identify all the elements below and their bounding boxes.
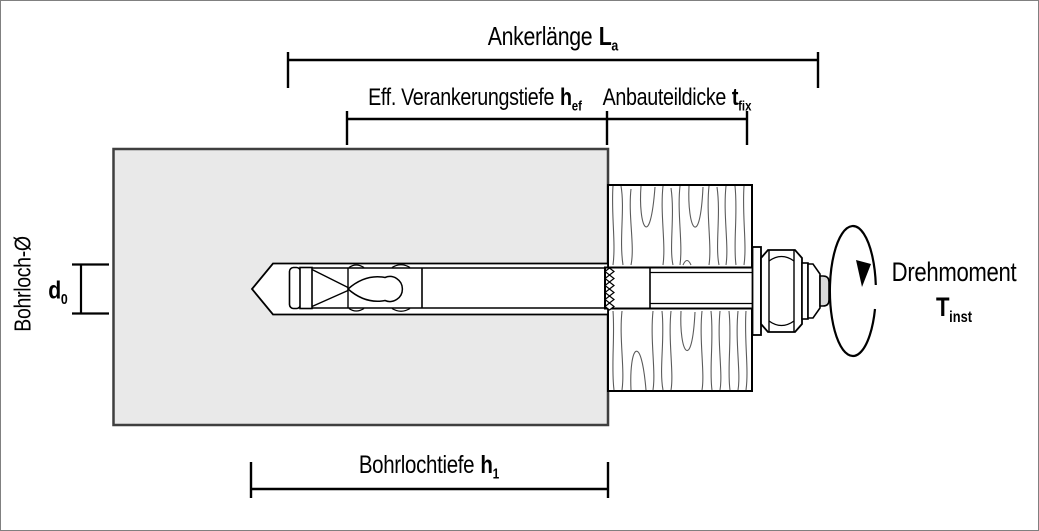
drill-diameter-symbol: d bbox=[48, 276, 61, 305]
hex-nut bbox=[761, 250, 802, 332]
drill-diameter-subscript: 0 bbox=[60, 291, 68, 308]
fixture-thickness-symbol: t bbox=[731, 84, 739, 111]
dim-line-embedment-fixture bbox=[347, 111, 747, 145]
drill-diameter-text: Bohrloch-Ø bbox=[9, 236, 36, 332]
drill-depth-subscript: 1 bbox=[492, 466, 500, 483]
drill-diameter-symbol-label bbox=[48, 276, 68, 308]
drill-depth-text: Bohrlochtiefe bbox=[358, 451, 475, 479]
effective-embedment-text: Eff. Verankerungstiefe bbox=[368, 84, 555, 111]
drill-diameter-label bbox=[10, 236, 37, 331]
torque-subscript: inst bbox=[949, 308, 973, 326]
fixture-thickness-subscript: fix bbox=[738, 97, 752, 114]
washer bbox=[753, 247, 762, 335]
effective-embedment-subscript: ef bbox=[571, 97, 582, 114]
torque-symbol: T bbox=[935, 292, 950, 322]
anchor-diagram-graphic bbox=[1, 1, 1039, 531]
torque-label bbox=[892, 255, 1017, 335]
torque-symbol-line bbox=[892, 290, 1017, 335]
fixture-thickness-label bbox=[603, 84, 752, 113]
dim-line-anchor-length bbox=[288, 52, 818, 88]
bolt-end bbox=[802, 263, 829, 319]
rotation-arrow-icon bbox=[830, 226, 876, 356]
anchor-length-subscript: a bbox=[611, 37, 619, 55]
anchor-length-symbol: L bbox=[598, 21, 612, 51]
effective-embedment-label bbox=[368, 84, 582, 113]
drill-depth-symbol: h bbox=[480, 451, 493, 479]
fixture-thickness-text: Anbauteildicke bbox=[602, 84, 726, 111]
bolt-end-cap bbox=[820, 276, 829, 306]
anchor-length-text: Ankerlänge bbox=[487, 21, 593, 51]
torque-text: Drehmoment bbox=[891, 257, 1017, 287]
drill-depth-label bbox=[359, 451, 499, 483]
expansion-cone bbox=[290, 268, 301, 309]
bolt-through-fixture bbox=[605, 268, 753, 309]
anchor-length-label bbox=[488, 21, 619, 55]
dim-line-drill-diameter bbox=[72, 265, 109, 314]
effective-embedment-symbol: h bbox=[560, 84, 572, 111]
